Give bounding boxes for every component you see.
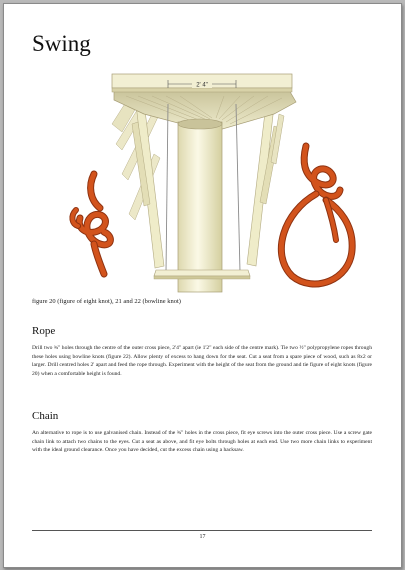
swing-illustration <box>4 4 401 304</box>
section-heading-chain: Chain <box>32 410 59 422</box>
section-heading-rope: Rope <box>32 325 56 337</box>
section-body-chain: An alternative to rope is to use galvanised chain. Instead of the ¾" holes in the cross piece, fit eye screws into the outer cross piece. Use a screw gate chain link to attach two chains to the eyes. Cut a seat as above, and fit eye bolts through holes at each end. Use two more chain links to experiment with the ideal ground clearance. Once you have decided, cut the excess chain using a hacksaw. <box>32 430 372 454</box>
page-title: Swing <box>32 31 91 56</box>
footer-rule <box>32 530 372 531</box>
page-number: 17 <box>199 534 206 540</box>
swing-frame <box>112 74 296 292</box>
section-body-rope: Drill two ¾" holes through the centre of the outer cross piece, 2'4" apart (ie 1'2" each side of the centre mark). Tie two ½" polypropylene ropes through these holes using bowline knots (figure 22). Allow plenty of excess to hang down for the seat. Cut a seat from a spare piece of wood, such as 8x2 or larger. Drill centred holes 2' apart and feed the rope through. Experiment with the height of the seat from the ground and tie figure of eight knots (figure 20) when a comfortable height is found. <box>32 345 372 377</box>
figure-caption: figure 20 (figure of eight knot), 21 and 22 (bowline knot) <box>32 298 181 305</box>
dimension-label: 2' 4" <box>196 82 208 89</box>
bowline-knot-image <box>281 146 352 284</box>
figure-eight-knot-image <box>72 174 110 274</box>
document-page <box>3 3 402 568</box>
